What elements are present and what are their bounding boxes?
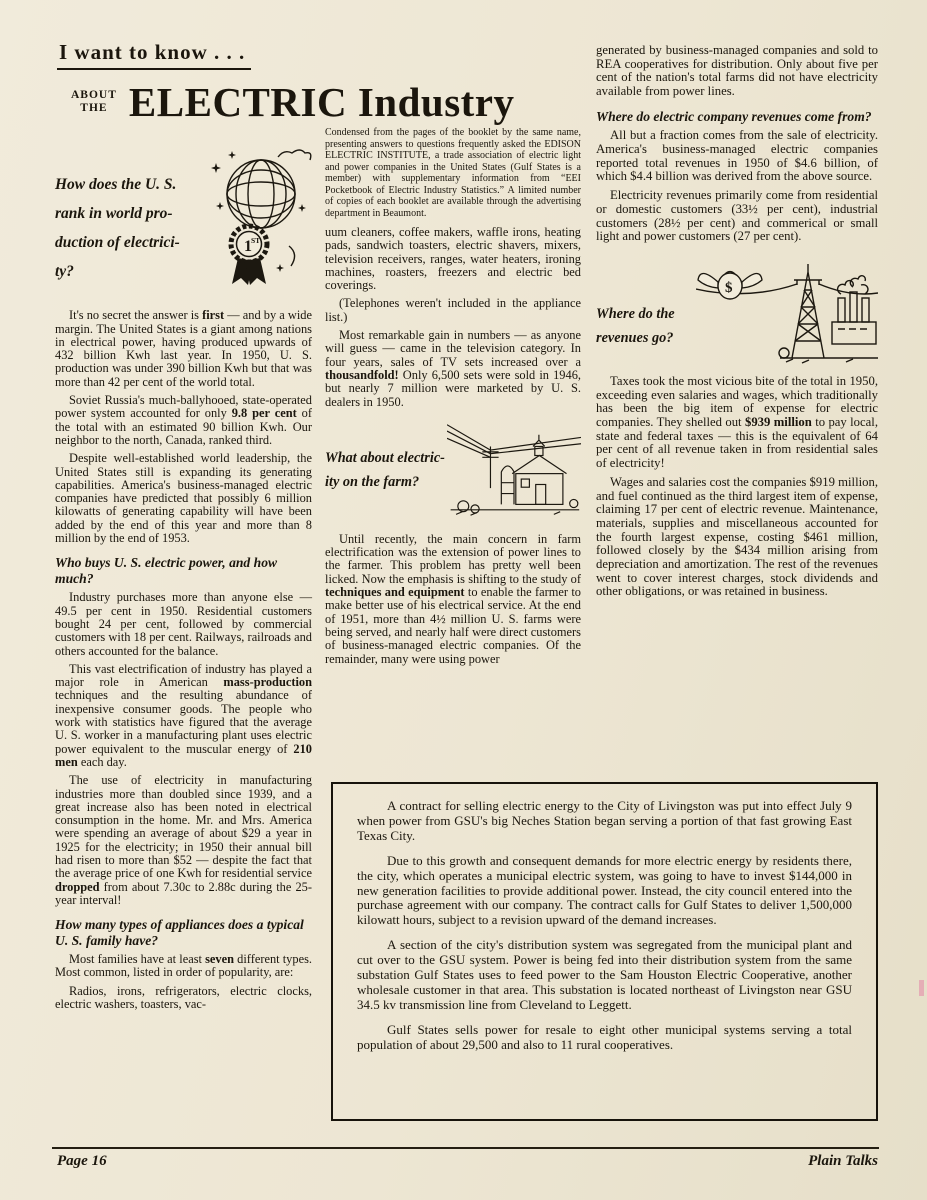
heading-line: revenues go? (596, 329, 674, 346)
question-heading-revenues-go (596, 302, 696, 350)
condensed-note: Condensed from the pages of the booklet by the same name, presenting answers to questions frequently asked the EDISON ELECTRIC INSTITUTE, a trade association of electric light and power companies in the United States (Gulf States is a member) with supplementary information from “EEI Pocketbook of Electric Industry Statistics.” A limited number of copies of each booklet are available through the advertising department in Beaumont. (325, 127, 581, 219)
paragraph: Gulf States sells power for resale to eight other municipal systems serving a total population of about 29,500 and also to 11 rural cooperatives. (357, 1021, 852, 1052)
revenues-go-paragraphs (596, 375, 878, 599)
revenues-from-paragraphs (596, 129, 878, 244)
about-the-label (71, 89, 117, 115)
farm-question-block (325, 414, 581, 526)
livingston-contract-box (331, 782, 878, 1121)
box-paragraphs (357, 799, 852, 1053)
farm-paragraphs (325, 533, 581, 666)
paragraph: Industry purchases more than anyone else — 49.5 per cent in 1950. Residential customers bought 24 per cent, followed by commercial customers with 18 per cent. Railways, railroads and others accounted for the balance. (55, 590, 312, 658)
paragraph: Electricity revenues primarily come from residential or domestic customers (33½ per cent), industrial customers (28½ per cent) and commerical or small light and power customers (27 per cent). (596, 188, 878, 244)
revenues-question-block (596, 256, 878, 366)
paragraph: generated by business-managed companies and sold to REA cooperatives for distribution. Only about five per cent of the nation's total farms did not have electricity available from power lines. (596, 43, 878, 99)
question-heading-world-rank (55, 148, 206, 301)
heading-line: What about electric- (325, 449, 445, 466)
question-heading-appliances: How many types of appliances does a typical U. S. family have? (55, 917, 304, 948)
heading-line: ty? (55, 263, 74, 280)
rank-question-block (55, 148, 312, 301)
heading-line: How does the U. S. (55, 176, 177, 193)
first-place-rosette (231, 226, 267, 285)
paragraph: Taxes took the most vicious bite of the total in 1950, exceeding even salaries and wages, which traditionally has been the big item of expense for electric companies. They shelled out $939 million to pay local, state and federal taxes — this is the equivalent of 64 per cent of all revenue taken in from residential sales of electricity! (596, 373, 878, 471)
paragraph: The use of electricity in manufacturing industries more than doubled since 1939, and a great increase also has been noted in electrical consumption in the home. Mr. and Mrs. America were spending an average of about $29 a year in 1925 for the electricity; in 1950 their annual bill had risen to more than $52 — despite the fact that the average price of one Kwh for residential service dropped from about 7.30c to 2.88c during the 25-year interval! (55, 773, 312, 907)
transmission-tower-money-illustration (696, 256, 878, 366)
title-row (57, 78, 582, 126)
right-column (596, 44, 878, 604)
heading-line: rank in world pro- (55, 205, 173, 222)
question-heading-revenues-from: Where do electric company revenues come from? (596, 108, 872, 124)
stars (211, 151, 306, 272)
appliances-paragraphs (55, 953, 312, 1011)
middle-column (325, 127, 581, 671)
heading-line: duction of electrici- (55, 234, 180, 251)
paragraph: Soviet Russia's much-ballyhooed, state-operated power system accounted for only 9.8 per cent of the total with an estimated 90 billion Kwh. Our neighbor to the north, Canada, ranked third. (55, 393, 312, 447)
publication-name: Plain Talks (808, 1153, 878, 1169)
dollar-sign: $ (725, 279, 733, 296)
paragraph: Most families have at least seven different types. Most common, listed in order of popularity, are: (55, 952, 312, 980)
page-title: ELECTRIC Industry (128, 79, 515, 125)
badge-suffix: ST (251, 236, 261, 245)
paragraph: Most remarkable gain in numbers — as anyone will guess — came in the television category. In four years, sales of TV sets increased over a thousandfold! Only 6,500 sets were sold in 1946, but nearly 7 million were marketed by U. S. dealers in 1950. (325, 328, 581, 409)
masthead (57, 40, 582, 126)
continued-paragraphs (596, 44, 878, 99)
question-heading-farm (325, 446, 445, 494)
left-column (55, 148, 312, 1016)
winged-money-bag (698, 271, 762, 299)
paragraph: Due to this growth and consequent demands for more electric energy by residents there, the city, which operates a municipal electric system, was going to have to invest $144,000 in new generation facilities to provide additional power. Instead, the city council entered into the purchase agreement with our company. The contract calls for Gulf States to deliver 1,500,000 kilowatt hours, subject to a revision upward of the demand increases. (357, 852, 852, 928)
paragraph: uum cleaners, coffee makers, waffle irons, heating pads, sandwich toasters, electric shavers, mixers, television receivers, ranges, water heaters, ironing machines, roasters, freezers and electric bed coverings. (325, 225, 581, 293)
paragraph: All but a fraction comes from the sale of electricity. America's business-managed electric companies reported total revenues in 1950 of $4.6 billion, of which $4.4 billion was derived from the above source. (596, 128, 878, 184)
page-number: Page 16 (57, 1153, 107, 1169)
the-line: THE (80, 102, 108, 114)
farm-power-lines-illustration (447, 414, 581, 526)
paragraph: Radios, irons, refrigerators, electric clocks, electric washers, toasters, vac- (55, 983, 312, 1012)
globe-first-place-illustration (206, 148, 312, 298)
footer-rule (52, 1147, 879, 1149)
heading-line: ity on the farm? (325, 473, 420, 490)
heading-line: Where do the (596, 305, 675, 322)
print-artifact (919, 980, 924, 996)
paragraph: A contract for selling electric energy to the City of Livingston was put into effect July 9 when power from GSU's big Neches Station began serving a portion of that fast growing East Texas City. (357, 798, 852, 843)
about-line: ABOUT (71, 89, 117, 101)
intro-paragraphs (55, 309, 312, 545)
appliance-continued-paragraphs (325, 226, 581, 409)
globe-illustration-wrap (206, 148, 312, 301)
badge-number: 1 (244, 238, 252, 255)
who-buys-paragraphs (55, 591, 312, 907)
paragraph: This vast electrification of industry has played a major role in American mass-production techniques and the resulting abundance of inexpensive consumer goods. The people who work with statistics have figured that the average U. S. worker in a manufacturing plant uses electric power equivalent to the muscular energy of 210 men each day. (55, 661, 312, 769)
paragraph: Despite well-established world leadership, the United States still is expanding its generating capabilities. America's business-managed electric companies have predicted that possibly 6 million kilowatts of generating capability will have been added by the end of this year and more than 8 million by the end of 1953. (55, 451, 312, 546)
paragraph: Until recently, the main concern in farm electrification was the extension of power lines to the farmer. This problem has pretty well been licked. Now the emphasis is shifting to the study of techniques and equipment to enable the farmer to make better use of his electrical service. At the end of 1951, more than 4½ million U. S. farms were being served, and nearly half were direct customers of business-managed electric companies. Of the remainder, many were using power (325, 531, 581, 666)
paragraph: It's no secret the answer is first — and by a wide margin. The United States is a giant among nations in electrical power, having produced upwards of 432 billion Kwh last year. In 1950, U. S. production was under 390 billion Kwh but that was more than 42 per cent of the world total. (55, 308, 312, 389)
paragraph: Wages and salaries cost the companies $919 million, and fuel continued as the third largest item of expense, claiming 17 per cent of electric revenue. Maintenance, materials, supplies and miscellaneous accounted for the fourth largest expense, costing $461 million, followed closely by the $434 million arising from depreciation and amortization. The rest of the revenues went to cover interest charges, stock dividends and other obligations, or was retained in business. (596, 474, 878, 599)
paragraph: A section of the city's distribution system was segregated from the municipal plant and cut over to the GSU system. Power is being fed into their distribution system from the same substation Gulf States uses to feed power to the Sam Houston Electric Cooperative, another wholesale customer in that area. This substation is located northeast of Livingston near GSU 34.5 kv transmission line from Cleveland to Leggett. (357, 937, 852, 1012)
paragraph: (Telephones weren't included in the appliance list.) (325, 296, 581, 324)
question-heading-who-buys: Who buys U. S. electric power, and how much? (55, 555, 278, 586)
kicker-heading: I want to know . . . (57, 40, 251, 70)
